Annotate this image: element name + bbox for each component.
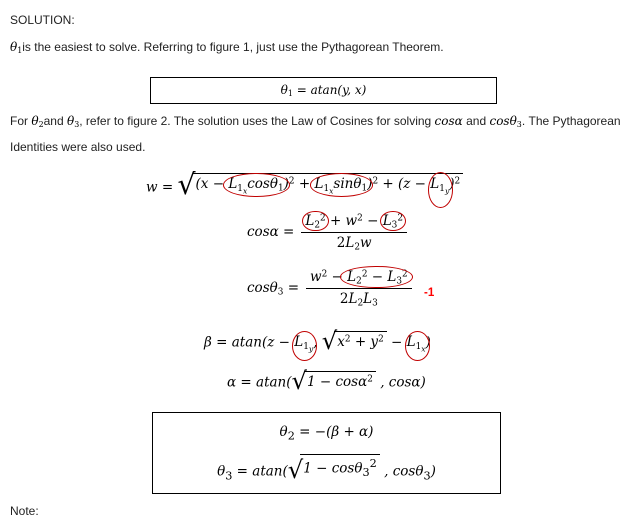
- radical-sign: √: [177, 168, 196, 201]
- equation-box-theta2-theta3: [152, 412, 501, 494]
- paragraph-theta1: [10, 36, 620, 62]
- equation-beta: $\beta = atan(z - L_{1_y}$, √ $x^2 + y^2$ − $L_{1_x}$): [204, 326, 431, 355]
- square-root: √ 1 − cosα$^2$: [292, 370, 376, 390]
- solution-heading: SOLUTION:: [10, 13, 75, 27]
- radical-sign: √: [287, 454, 304, 484]
- equation-alpha: α = atan( √ 1 − cosα$^2$ , cosα): [227, 366, 426, 395]
- red-circle-annotation: $L_2^2 - L_3^2$: [347, 269, 408, 287]
- red-circle-annotation: $L_{1_x}\sin\theta_1$: [314, 176, 368, 196]
- note-heading: Note:: [10, 504, 39, 518]
- red-circle-annotation: $L_{1_x}\cos\theta_1$: [228, 176, 284, 196]
- equation-theta1: $\theta_1 = atan(y$, x): [280, 82, 367, 99]
- equation-theta3: $\theta_3 = atan$( √ 1 − cosθ$_3^2$ , cosθ$_3$): [217, 454, 436, 484]
- red-circle-annotation: $L_{1_x}$: [406, 334, 426, 354]
- paragraph-theta23: For $\theta_2and$ $\theta_3$, refer to figure 2. The solution uses the Law of Cosines for solving cosα and cosθ$_3$. The Pythagorean Identities were also used.: [10, 114, 621, 155]
- equation-cosalpha: cosα = $\frac{L_2^2 + w^2 - L_3^2}{2L_2w}$: [247, 212, 407, 253]
- red-circle-annotation: $L_{1_y}$: [430, 176, 450, 196]
- paragraph-text: is the easiest to solve. Referring to figure 1, just use the Pythagorean Theorem.: [22, 40, 444, 54]
- inline-math-costheta3: cosθ$_3$: [489, 114, 522, 130]
- fraction: $\frac{w^2 - L_2^2 - L_3^2}{2L_2L_3}$: [306, 268, 412, 309]
- square-root: √ 1 − cosθ$_3^2$: [288, 454, 380, 479]
- equation-costheta3: cosθ$_3$ = $\frac{w^2 - L_2^2 - L_3^2}{2L_2L_3}$: [247, 268, 412, 309]
- inline-math-theta3: $\theta_3$: [66, 114, 80, 130]
- inline-math-theta1: $\theta_1$: [10, 40, 23, 56]
- radical-sign: √: [291, 366, 308, 395]
- red-circle-annotation: $L_2^2$: [305, 213, 326, 231]
- inline-math-theta2: $\theta_2$: [31, 114, 44, 130]
- radical-sign: √: [321, 326, 338, 355]
- fraction: $\frac{L_2^2 + w^2 - L_3^2}{2L_2w}$: [301, 212, 407, 253]
- equation-theta2: $\theta_2 = -(\beta + \alpha)$: [279, 423, 374, 443]
- red-annotation-minus-one: -1: [424, 287, 435, 299]
- square-root: √ $x^2 + y^2$: [322, 330, 387, 350]
- inline-math-cosalpha: cosα: [434, 114, 463, 128]
- red-circle-annotation: $L_{1_y}$: [294, 334, 314, 354]
- equation-w: w = √ $(x - L_{1_x}\cos\theta_1)^2 + L_{1_x}\sin\theta_1)^2 + (z - L_{1_y})^2$: [146, 172, 463, 195]
- equation-box-theta1: [150, 77, 497, 104]
- red-circle-annotation: $L_3^2$: [382, 213, 403, 231]
- square-root: √ $(x - L_{1_x}\cos\theta_1)^2 + L_{1_x}\sin\theta_1)^2 + (z - L_{1_y})^2$: [177, 172, 463, 195]
